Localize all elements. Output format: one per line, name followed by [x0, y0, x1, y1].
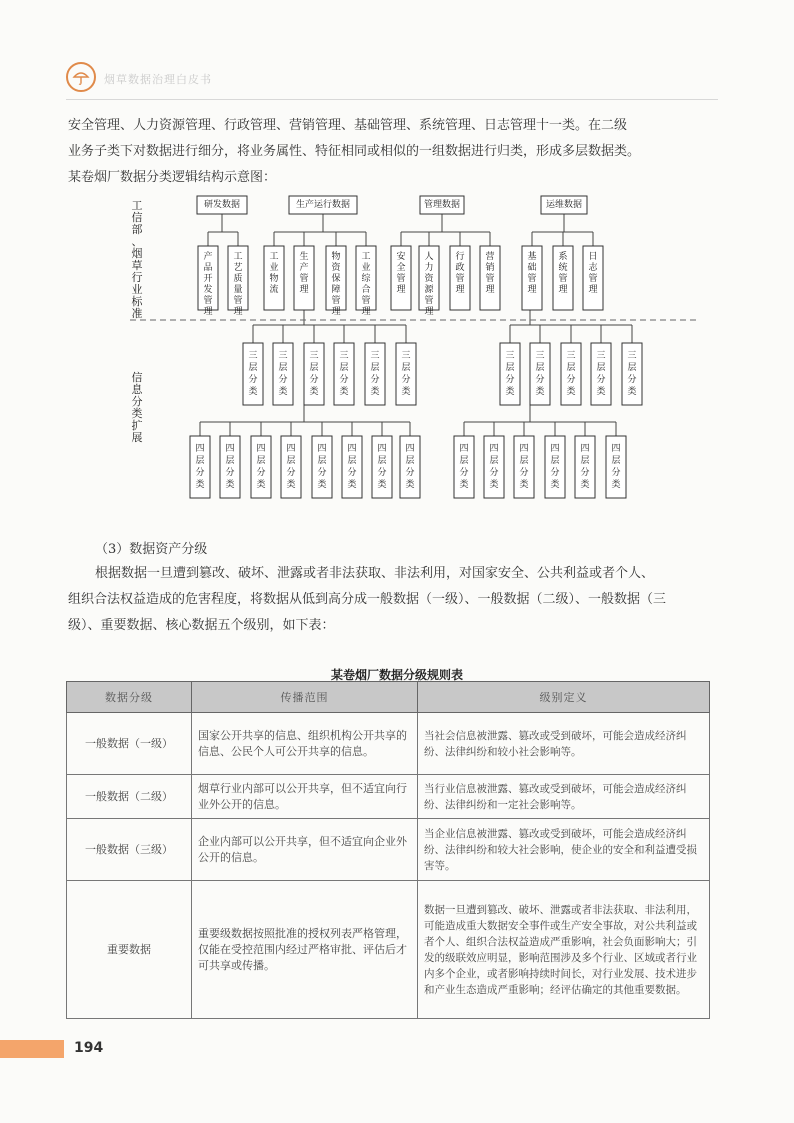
table-row — [67, 881, 710, 1019]
third-level-box — [365, 343, 385, 405]
page-number: 194 — [74, 1040, 104, 1056]
second-level-box — [391, 246, 411, 310]
third-level-label: 三层分类 — [535, 351, 545, 397]
third-level-label: 三层分类 — [596, 351, 606, 397]
second-level-box — [583, 246, 603, 310]
second-level-label: 营销管理 — [485, 252, 495, 295]
fourth-level-box — [400, 436, 420, 498]
fourth-level-label: 四层分类 — [489, 444, 499, 490]
third-level-box — [622, 343, 642, 405]
table-row — [67, 819, 710, 881]
top-category-label: 运维数据 — [545, 200, 583, 210]
fourth-level-label: 四层分类 — [256, 444, 266, 490]
second-level-box — [450, 246, 470, 310]
level-cell: 一般数据（二级） — [67, 775, 192, 819]
fourth-level-label: 四层分类 — [286, 444, 296, 490]
third-level-box — [561, 343, 581, 405]
third-level-label: 三层分类 — [248, 351, 258, 397]
fourth-level-box — [281, 436, 301, 498]
running-header — [66, 62, 716, 96]
second-level-box — [326, 246, 346, 310]
third-level-label: 三层分类 — [505, 351, 515, 397]
second-level-box — [294, 246, 314, 310]
grading-rules-table — [66, 681, 710, 1019]
column-header: 传播范围 — [192, 682, 418, 713]
third-level-label: 三层分类 — [627, 351, 637, 397]
intro-line: 某卷烟厂数据分类逻辑结构示意图： — [68, 170, 277, 185]
third-level-box — [591, 343, 611, 405]
level-cell: 一般数据（一级） — [67, 713, 192, 775]
fourth-level-box — [575, 436, 595, 498]
section-paragraph — [68, 561, 718, 639]
intro-line: 业务子类下对数据进行细分，将业务属性、特征相同或相似的一组数据进行归类，形成多层数据类。 — [68, 144, 641, 159]
intro-line: 安全管理、人力资源管理、行政管理、营销管理、基础管理、系统管理、日志管理十一类。在二级 — [68, 118, 628, 133]
second-level-label: 产品开发管理 — [203, 252, 213, 317]
second-level-box — [356, 246, 376, 310]
third-level-box — [530, 343, 550, 405]
header-title: 烟草数据治理白皮书 — [104, 73, 212, 86]
footer-accent-bar — [0, 1040, 64, 1058]
scope-cell: 国家公开共享的信息、组织机构公开共享的信息、公民个人可公开共享的信息。 — [192, 713, 418, 775]
top-category-box — [197, 196, 247, 214]
third-level-label: 三层分类 — [401, 351, 411, 397]
fourth-level-box — [220, 436, 240, 498]
third-level-box — [273, 343, 293, 405]
section-line: 组织合法权益造成的危害程度，将数据从低到高分成一般数据（一级）、一般数据（二级）、一般数据（三 — [68, 592, 667, 607]
third-level-label: 三层分类 — [339, 351, 349, 397]
third-level-label: 三层分类 — [566, 351, 576, 397]
definition-cell: 数据一旦遭到篡改、破坏、泄露或者非法获取、非法利用，可能造成重大数据安全事件或生产安全事故，对公共利益或者个人、组织合法权益造成严重影响，社会负面影响大；引发的级联效应明显，影响范围涉及多个行业、区域或者行业内多个企业，或者影响持续时间长，对行业发展、技术进步和产业生态造成严重影响；经评估确定的其他重要数据。 — [418, 881, 710, 1019]
extension-scope-label: 信息分类扩展 — [131, 371, 143, 444]
second-level-box — [264, 246, 284, 310]
section-line: 根据数据一旦遭到篡改、破坏、泄露或者非法获取、非法利用，对国家安全、公共利益或者个人、 — [95, 566, 655, 581]
top-category-label: 研发数据 — [203, 200, 241, 210]
fourth-level-box — [484, 436, 504, 498]
second-level-box — [553, 246, 573, 310]
third-level-box — [304, 343, 324, 405]
level-cell: 重要数据 — [67, 881, 192, 1019]
second-level-box — [419, 246, 439, 310]
second-level-box — [522, 246, 542, 310]
second-level-label: 日志管理 — [588, 252, 598, 295]
third-level-box — [500, 343, 520, 405]
fourth-level-label: 四层分类 — [550, 444, 560, 490]
second-level-label: 生产管理 — [299, 252, 309, 295]
top-category-box — [541, 196, 587, 214]
section-line: 级）、重要数据、核心数据五个级别，如下表： — [68, 618, 335, 633]
column-header: 级别定义 — [418, 682, 710, 713]
second-level-box — [480, 246, 500, 310]
second-level-label: 工业综合管理 — [361, 252, 371, 317]
section-heading: （3）数据资产分级 — [95, 542, 208, 557]
fourth-level-label: 四层分类 — [580, 444, 590, 490]
fourth-level-label: 四层分类 — [459, 444, 469, 490]
table-title: 某卷烟厂数据分级规则表 — [330, 668, 463, 682]
column-header: 数据分级 — [67, 682, 192, 713]
third-level-box — [243, 343, 263, 405]
third-level-label: 三层分类 — [309, 351, 319, 397]
third-level-label: 三层分类 — [278, 351, 288, 397]
fourth-level-label: 四层分类 — [611, 444, 621, 490]
scope-cell: 烟草行业内部可以公开共享，但不适宜向行业外公开的信息。 — [192, 775, 418, 819]
second-level-box — [228, 246, 248, 310]
scope-cell: 重要级数据按照批准的授权列表严格管理，仅能在受控范围内经过严格审批、评估后才可共享或传播。 — [192, 881, 418, 1019]
top-category-box — [420, 196, 464, 214]
table-row — [67, 713, 710, 775]
fourth-level-box — [545, 436, 565, 498]
definition-cell: 当行业信息被泄露、篡改或受到破坏，可能会造成经济纠纷、法律纠纷和一定社会影响等。 — [418, 775, 710, 819]
fourth-level-box — [514, 436, 534, 498]
fourth-level-label: 四层分类 — [405, 444, 415, 490]
third-level-box — [396, 343, 416, 405]
fourth-level-label: 四层分类 — [377, 444, 387, 490]
intro-paragraph — [68, 113, 718, 191]
fourth-level-box — [372, 436, 392, 498]
fourth-level-box — [190, 436, 210, 498]
second-level-label: 安全管理 — [396, 252, 406, 295]
third-level-label: 三层分类 — [370, 351, 380, 397]
table-header-row — [67, 682, 710, 713]
second-level-label: 物资保障管理 — [331, 252, 341, 317]
second-level-label: 行政管理 — [455, 252, 465, 295]
fourth-level-box — [312, 436, 332, 498]
logo-icon — [66, 62, 96, 92]
second-level-label: 人力资源管理 — [424, 252, 434, 317]
top-category-box — [289, 196, 357, 214]
second-level-label: 基础管理 — [527, 252, 537, 295]
top-category-label: 管理数据 — [423, 200, 461, 210]
table-row — [67, 775, 710, 819]
fourth-level-box — [251, 436, 271, 498]
standard-scope-label: 工信部、烟草行业标准 — [131, 199, 143, 320]
third-level-box — [334, 343, 354, 405]
fourth-level-label: 四层分类 — [225, 444, 235, 490]
definition-cell: 当企业信息被泄露、篡改或受到破坏，可能会造成经济纠纷、法律纠纷和较大社会影响，使企业的安全和利益遭受损害等。 — [418, 819, 710, 881]
header-divider — [66, 99, 718, 100]
fourth-level-box — [606, 436, 626, 498]
second-level-label: 工业物流 — [269, 252, 279, 295]
second-level-label: 工艺质量管理 — [233, 252, 243, 317]
fourth-level-label: 四层分类 — [195, 444, 205, 490]
fourth-level-label: 四层分类 — [347, 444, 357, 490]
scope-cell: 企业内部可以公开共享，但不适宜向企业外公开的信息。 — [192, 819, 418, 881]
second-level-label: 系统管理 — [558, 252, 568, 295]
definition-cell: 当社会信息被泄露、篡改或受到破坏，可能会造成经济纠纷、法律纠纷和较小社会影响等。 — [418, 713, 710, 775]
fourth-level-label: 四层分类 — [519, 444, 529, 490]
second-level-box — [198, 246, 218, 310]
fourth-level-label: 四层分类 — [317, 444, 327, 490]
fourth-level-box — [342, 436, 362, 498]
level-cell: 一般数据（三级） — [67, 819, 192, 881]
fourth-level-box — [454, 436, 474, 498]
top-category-label: 生产运行数据 — [295, 200, 351, 210]
